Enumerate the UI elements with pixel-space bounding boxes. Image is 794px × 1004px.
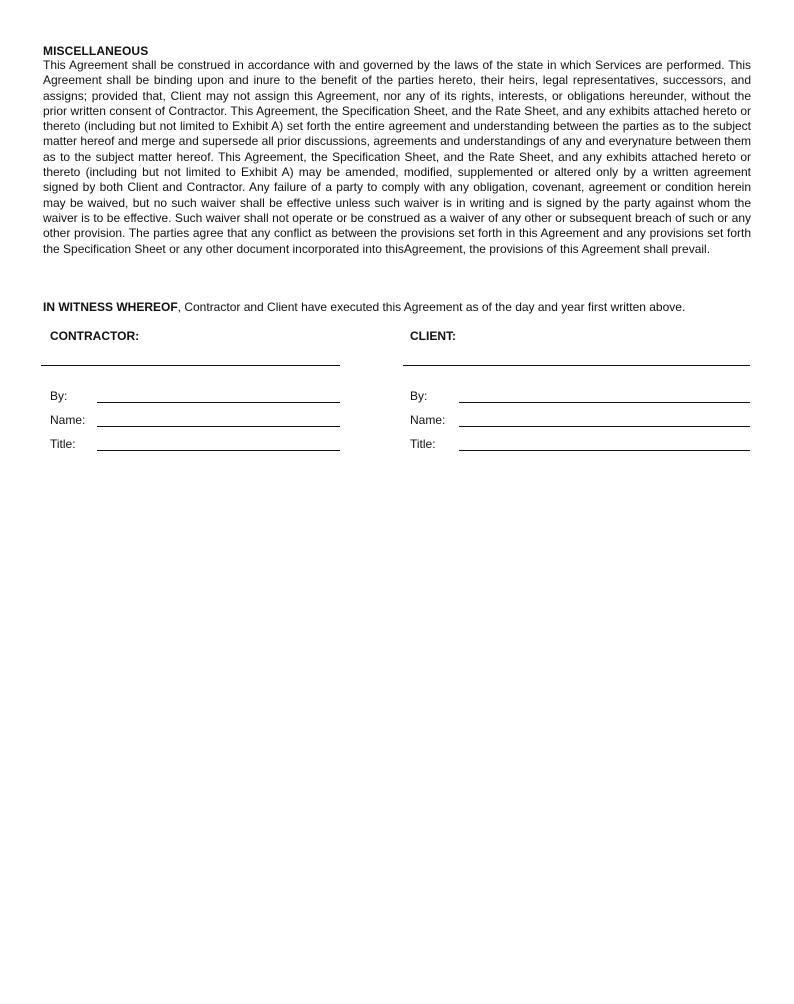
client-title-label: Title: <box>410 437 436 451</box>
contractor-title-line <box>97 450 340 451</box>
contractor-name-line <box>97 426 340 427</box>
witness-text: , Contractor and Client have executed this Agreement as of the day and year first written above. <box>177 300 686 314</box>
client-label: CLIENT: <box>410 329 456 343</box>
client-name-label: Name: <box>410 413 446 427</box>
witness-statement <box>43 300 763 314</box>
contractor-signature-line <box>41 365 340 366</box>
contractor-label: CONTRACTOR: <box>50 329 140 343</box>
client-by-line <box>459 402 750 403</box>
section-heading: MISCELLANEOUS <box>43 44 149 58</box>
contractor-by-label: By: <box>50 389 68 403</box>
client-title-line <box>459 450 750 451</box>
contractor-by-line <box>97 402 340 403</box>
client-by-label: By: <box>410 389 428 403</box>
contractor-name-label: Name: <box>50 413 86 427</box>
contractor-title-label: Title: <box>50 437 76 451</box>
miscellaneous-paragraph: This Agreement shall be construed in accordance with and governed by the laws of the state in which Services are performed. This Agreement shall be binding upon and inure to the benefit of the parties hereto, their heirs, legal representatives, successors, and assigns; provided that, Client may not assign this Agreement, nor any of its rights, interests, or obligations hereunder, without the prior written consent of Contractor. This Agreement, the Specification Sheet, and the Rate Sheet, and any exhibits attached hereto or thereto (including but not limited to Exhibit A) set forth the entire agreement and understanding between the parties as to the subject matter hereof and merge and supersede all prior discussions, agreements and understandings of any and everynature between them as to the subject matter hereof. This Agreement, the Specification Sheet, and the Rate Sheet, and any exhibits attached hereto or thereto (including but not limited to Exhibit A) may be amended, modified, supplemented or altered only by a written agreement signed by both Client and Contractor. Any failure of a party to comply with any obligation, covenant, agreement or condition herein may be waived, but no such waiver shall be effective unless such waiver is in writing and is signed by the party against whom the waiver is to be effective. Such waiver shall not operate or be construed as a waiver of any other or subsequent breach of such or any other provision. The parties agree that any conflict as between the provisions set forth in this Agreement and any provisions set forth the Specification Sheet or any other document incorporated into thisAgreement, the provisions of this Agreement shall prevail. <box>43 58 751 256</box>
client-signature-line <box>403 365 750 366</box>
client-name-line <box>459 426 750 427</box>
witness-lead: IN WITNESS WHEREOF <box>43 300 178 314</box>
